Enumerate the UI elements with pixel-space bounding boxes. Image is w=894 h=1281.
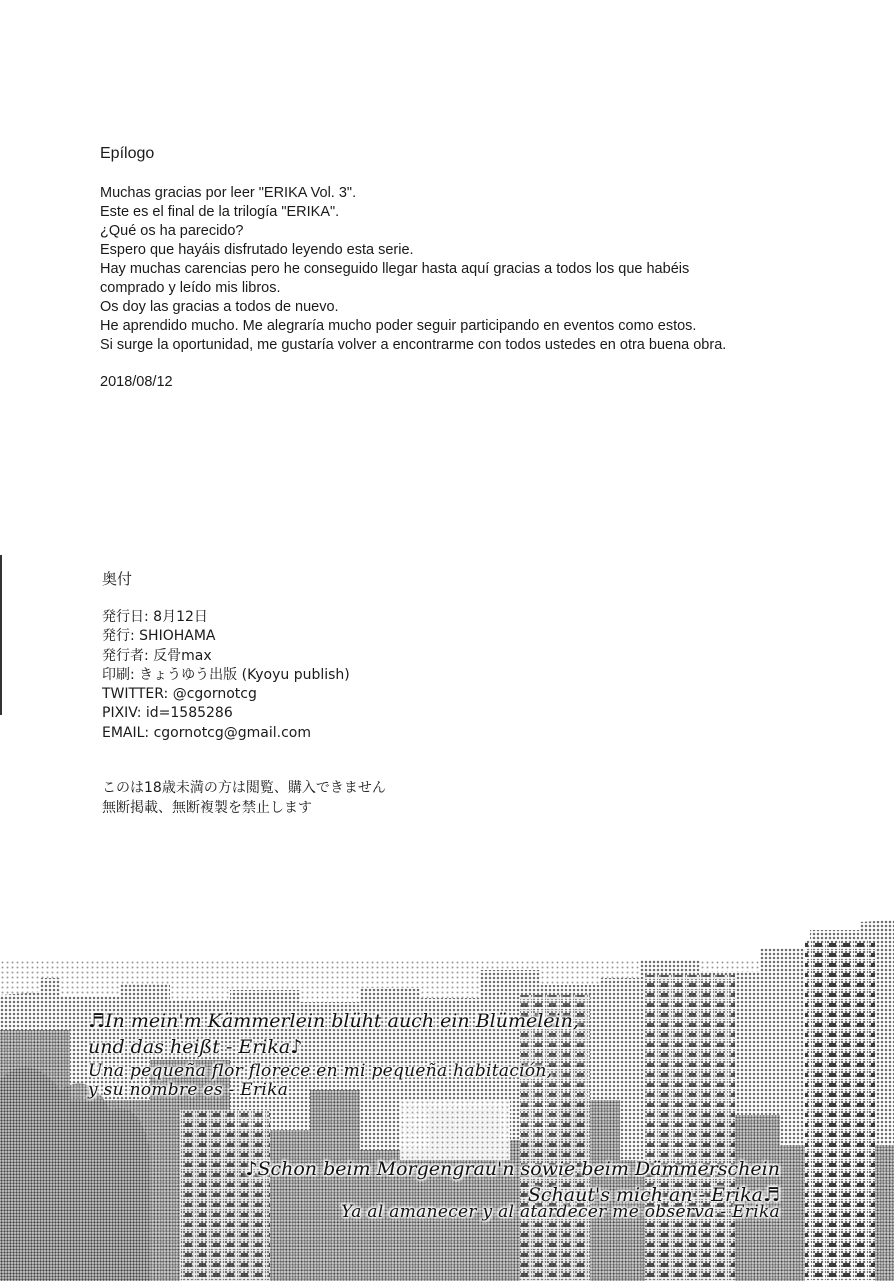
colophon-line-publisher: 発行: SHIOHAMA — [102, 628, 216, 645]
colophon-line-twitter: TWITTER: @cgornotcg — [102, 686, 257, 703]
colophon-title: 奥付 — [102, 570, 133, 588]
epilogue-line: Espero que hayáis disfrutado leyendo esta serie. — [100, 242, 414, 258]
epilogue-line: Muchas gracias por leer "ERIKA Vol. 3". — [100, 185, 357, 201]
lyric-spanish-line-1: Una pequeña flor florece en mi pequeña habitación, — [88, 1061, 553, 1081]
epilogue-line: Este es el final de la trilogía "ERIKA". — [100, 204, 340, 220]
notice-line: 無断掲載、無断複製を禁止します — [102, 800, 312, 816]
page-edge-mark — [0, 555, 2, 715]
notice-line: このは18歳未満の方は閲覧、購入できません — [102, 780, 386, 796]
lyric-german-line-4: Schaut's mich an - Erika♬ — [527, 1184, 780, 1206]
colophon-line-printer: 印刷: きょうゆう出版 (Kyoyu publish) — [102, 666, 350, 683]
lyric-spanish-line-3: Ya al amanecer y al atardecer me observa - Erika — [341, 1202, 780, 1222]
colophon-details — [102, 608, 350, 743]
epilogue-line: Os doy las gracias a todos de nuevo. — [100, 299, 339, 315]
colophon-line-email: EMAIL: cgornotcg@gmail.com — [102, 724, 312, 741]
colophon-line-pixiv: PIXIV: id=1585286 — [102, 705, 233, 722]
colophon-line-author: 発行者: 反骨max — [102, 647, 212, 664]
epilogue-line: Hay muchas carencias pero he conseguido llegar hasta aquí gracias a todos los que habéis — [100, 261, 690, 277]
colophon-line-date: 発行日: 8月12日 — [102, 609, 208, 625]
epilogue-title: Epílogo — [100, 145, 155, 162]
lyric-german-line-2: und das heißt - Erika♪ — [88, 1036, 303, 1058]
epilogue-date: 2018/08/12 — [100, 374, 173, 390]
epilogue-line: comprado y leído mis libros. — [100, 280, 281, 296]
epilogue-line: ¿Qué os ha parecido? — [100, 223, 244, 239]
epilogue-line: He aprendido mucho. Me alegraría mucho poder seguir participando en eventos como estos. — [100, 318, 697, 334]
age-restriction-notice — [102, 778, 386, 818]
epilogue-line: Si surge la oportunidad, me gustaría volver a encontrarme con todos ustedes en otra buena obra. — [100, 337, 727, 353]
lyric-german-line-1: ♬In mein'm Kämmerlein blüht auch ein Blümelein, — [88, 1010, 579, 1032]
lyric-german-line-3: ♪Schon beim Morgengrau'n sowie beim Dämmerschein — [245, 1158, 780, 1180]
lyric-spanish-line-2: y su nombre es - Erika — [88, 1080, 289, 1100]
epilogue-text — [100, 184, 800, 355]
